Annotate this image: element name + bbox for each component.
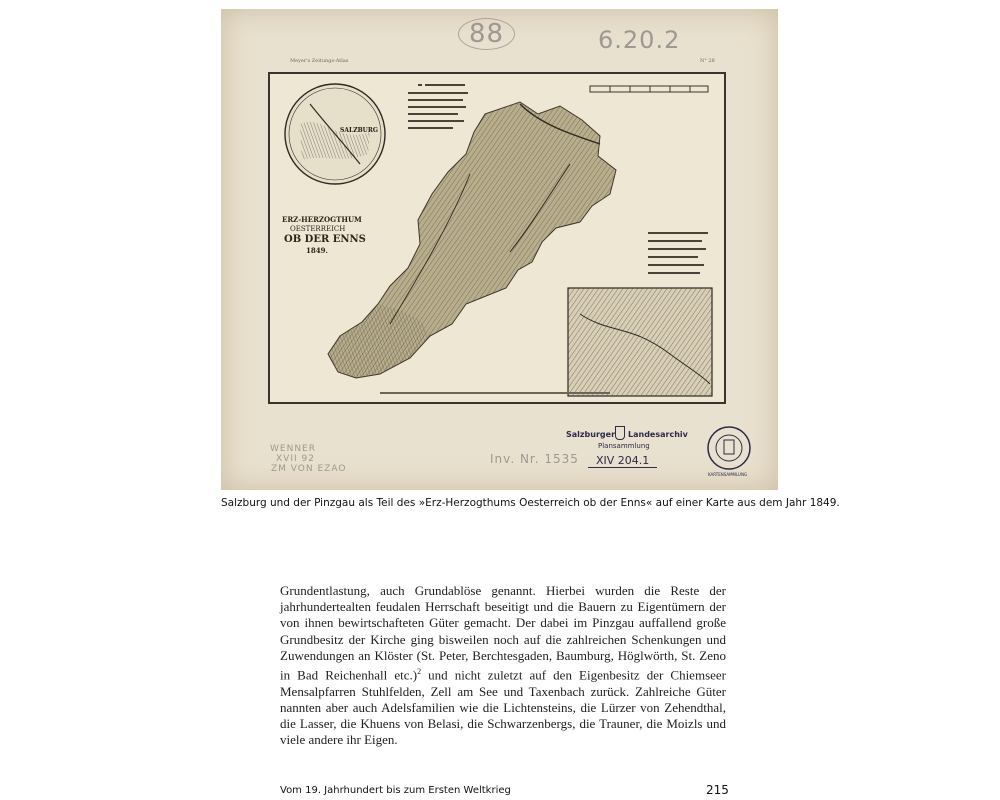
stamp-archive-right: Landesarchiv (628, 430, 688, 439)
inventory-note: Inv. Nr. 1535 (490, 452, 579, 466)
map-title-3: OB DER ENNS (284, 234, 366, 245)
stamp-signature: XIV 204.1 (588, 454, 657, 468)
handwritten-number: 88 (458, 18, 515, 50)
map-year: 1849. (306, 246, 328, 255)
inset-label: SALZBURG (340, 127, 379, 134)
historical-map (268, 72, 726, 404)
page-number: 215 (706, 783, 729, 797)
map-title-1: ERZ-HERZOGTHUM (282, 215, 362, 224)
scale-bar (590, 86, 708, 92)
austrian-crest-icon (615, 426, 625, 440)
figure-caption: Salzburg und der Pinzgau als Teil des »Erz-Herzogthums Oesterreich ob der Enns« auf einer Karte aus dem Jahr 1849. (221, 497, 840, 509)
body-text-part2: und nicht zuletzt auf den Eigenbesitz der Chiemseer Mensalpfarren Stuhlfelden, Zell am See und Taxenbach zurück. Zahlreiche Güter nannten aber auch Adelsfamilien wie die Lichtensteins, die Lürzer von Zehendthal, die Lasser, die Khuens von Belasi, die Schwarzenbergs, die Trauner, die Moizls und viele andere ihr Eigen. (280, 667, 726, 748)
body-paragraph (280, 583, 726, 748)
round-collection-stamp (706, 425, 752, 471)
plate-header-right: N° 28 (700, 58, 715, 64)
footnote-ref: 2 (417, 667, 422, 677)
plate-header-left: Meyer's Zeitungs-Atlas (290, 58, 349, 64)
pencil-note-1: WENNER (270, 444, 316, 454)
district-legend (648, 232, 708, 274)
pencil-note-3: ZM VON EZAO (271, 464, 347, 474)
archive-stamp (556, 420, 692, 472)
legend-block (408, 84, 468, 129)
body-text-part1: Grundentlastung, auch Grundablöse genannt. Hierbei wurden die Reste der jahrhundertealten feudalen Herrschaft beseitigt und die Bauern zu Eigentümern der von ihnen bewirtschafteten Güter gemacht. Der dabei im Pinzgau auffallend große Grundbesitz der Kirche ging bisweilen noch auf die zahlreichen Schenkungen und Zuwendungen an Klöster (St. Peter, Berchtesgaden, Baumburg, Höglwörth, St. Zeno in Bad Reichenhall etc.) (280, 583, 726, 683)
pencil-note-2: XVII 92 (276, 454, 315, 464)
stamp-archive-left: Salzburger (566, 430, 616, 439)
handwritten-signature: 6.20.2 (598, 26, 681, 54)
stamp-collection: Plansammlung (598, 442, 650, 450)
running-title: Vom 19. Jahrhundert bis zum Ersten Weltkrieg (280, 785, 511, 796)
round-stamp-text: KARTENSAMMLUNG (708, 472, 748, 477)
map-title-2: OESTERREICH (290, 225, 346, 233)
